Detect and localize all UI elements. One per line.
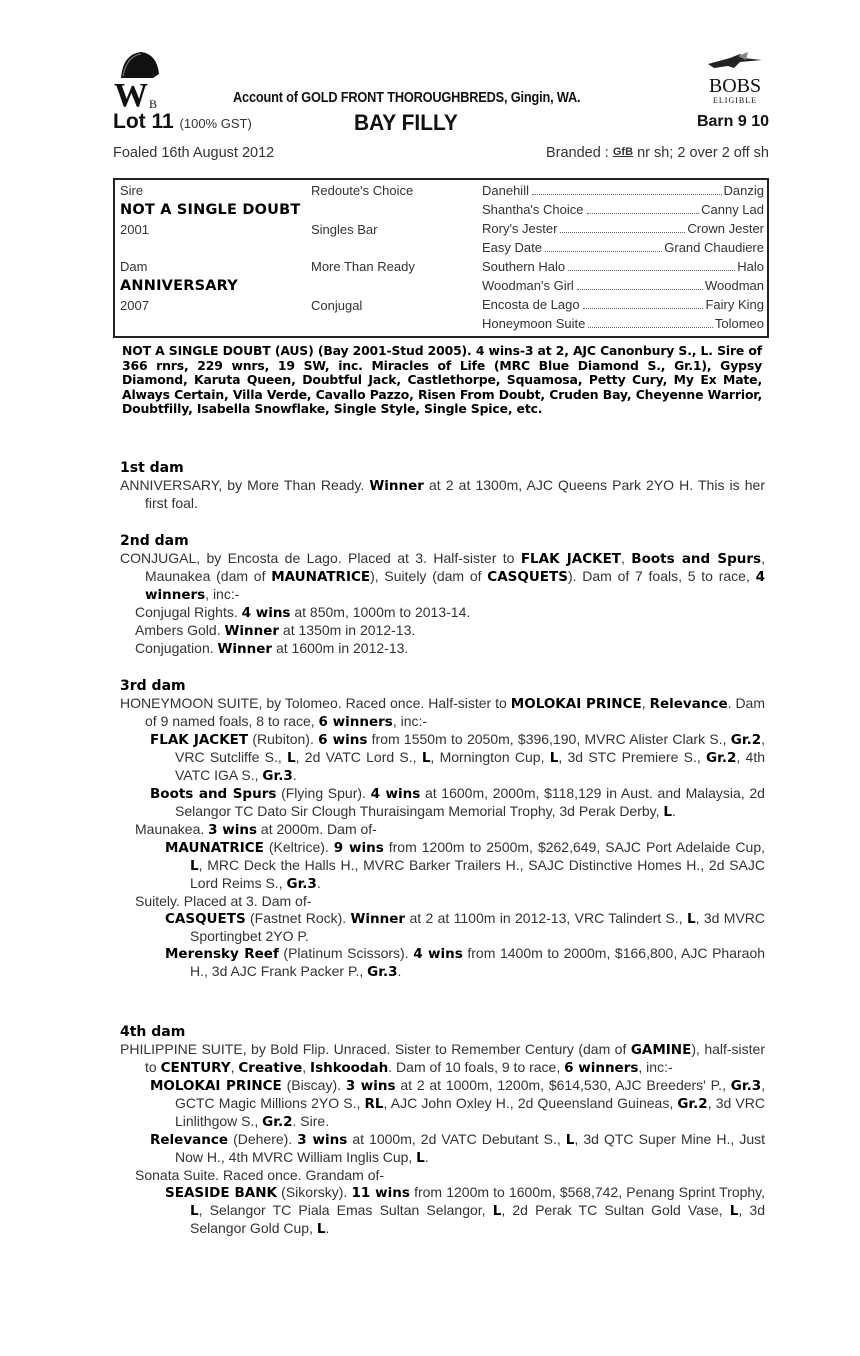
dam-paragraph <box>120 640 765 658</box>
text: , inc:- <box>392 713 428 729</box>
svg-text:ELIGIBLE: ELIGIBLE <box>713 96 757 105</box>
text: (Flying Spur). <box>276 785 371 801</box>
bold-text: CASQUETS <box>487 569 568 585</box>
sire-sire: Redoute's Choice <box>311 183 414 198</box>
bold-text: L <box>549 750 559 766</box>
bold-text: MAUNATRICE <box>271 569 371 585</box>
gp-right: Canny Lad <box>701 202 764 217</box>
text: (Fastnet Rock). <box>245 910 351 926</box>
horse-title: BAY FILLY <box>354 110 458 135</box>
bold-text: Relevance <box>649 696 728 712</box>
sire-summary: NOT A SINGLE DOUBT (AUS) (Bay 2001-Stud 2005). 4 wins-3 at 2, AJC Canonbury S., L. Sire of 366 rnrs, 229 wnrs, 19 SW, inc. Miracles of Life (MRC Blue Diamond S., Gr.1), Gypsy Diamond, Karuta Queen, Doubtful Jack, Castlethorpe, Squamosa, Petty Cury, My Ex Mate, Always Certain, Villa Verde, Cavallo Pazzo, Risen From Doubt, Cruden Bay, Cheyenne Warrior, Doubtfilly, Isabella Snowflake, Single Style, Single Spice, etc. <box>122 343 762 417</box>
gp-left: Southern Halo <box>482 259 566 274</box>
text: CONJUGAL, by Encosta de Lago. Placed at 3. Half-sister to <box>120 550 521 566</box>
bold-text: Boots and Spurs <box>631 551 762 567</box>
bold-text: Merensky Reef <box>165 946 279 962</box>
text: , inc:- <box>638 1059 673 1075</box>
dam-paragraph <box>120 1041 765 1077</box>
sire-name: NOT A SINGLE DOUBT <box>120 202 301 218</box>
bold-text: Winner <box>224 623 280 639</box>
gp-left: Easy Date <box>482 240 542 255</box>
grandparent-row <box>482 296 764 314</box>
text: ), Suitely (dam of <box>370 568 488 584</box>
leader-dots <box>560 232 685 233</box>
gp-left: Danehill <box>482 183 529 198</box>
grandparent-row <box>482 277 764 295</box>
gp-right: Fairy King <box>705 297 764 312</box>
text: at 1600m in 2012-13. <box>272 640 409 656</box>
grandparent-row <box>482 315 764 333</box>
dam-heading: 3rd dam <box>120 678 186 694</box>
bold-text: 4 winners <box>145 569 766 603</box>
bold-text: Gr.2 <box>677 1096 708 1112</box>
dam-paragraph <box>120 821 765 839</box>
text: , inc:- <box>205 586 240 602</box>
text: ). Dam of 7 foals, 5 to race, <box>567 568 756 584</box>
text: Suitely. Placed at 3. Dam of- <box>135 893 312 909</box>
sire-label: Sire <box>120 183 144 198</box>
dam-heading: 4th dam <box>120 1024 186 1040</box>
bold-text: 4 wins <box>413 946 463 962</box>
text: from 1200m to 2500m, $262,649, SAJC Port Adelaide Cup, <box>383 839 765 855</box>
gp-right: Halo <box>737 259 764 274</box>
foaled-date: Foaled 16th August 2012 <box>113 145 275 161</box>
bold-text: MOLOKAI PRINCE <box>150 1078 282 1094</box>
bold-text: L <box>287 750 296 766</box>
text: (Rubiton). <box>248 731 319 747</box>
gp-left: Woodman's Girl <box>482 278 574 293</box>
lot-label: Lot 11 <box>113 110 174 133</box>
bold-text: L <box>316 1221 326 1237</box>
leader-dots <box>577 289 703 290</box>
text: Maunakea. <box>135 821 209 837</box>
text: . <box>424 1149 429 1165</box>
gp-right: Danzig <box>723 183 764 198</box>
dam-paragraph <box>120 785 765 821</box>
bold-text: L <box>663 804 673 820</box>
text: , 4th VATC IGA S., <box>175 749 765 783</box>
svg-text:B: B <box>149 97 158 110</box>
text: , 3d VRC Linlithgow S., <box>175 1095 765 1129</box>
leader-dots <box>588 327 713 328</box>
text: . <box>316 875 321 891</box>
bold-text: 11 wins <box>351 1185 410 1201</box>
bold-text: L <box>421 750 431 766</box>
dam-label: Dam <box>120 259 148 274</box>
text: (Keltrice). <box>263 839 334 855</box>
dam-sire: More Than Ready <box>311 259 415 274</box>
dam-paragraph <box>120 695 765 731</box>
bold-text: 3 wins <box>208 822 258 838</box>
dam-paragraph <box>120 1184 765 1238</box>
grandparent-row <box>482 220 764 238</box>
bold-text: 4 wins <box>241 605 291 621</box>
grandparent-row <box>482 239 764 257</box>
text: , <box>302 1059 311 1075</box>
svg-text:W: W <box>114 77 148 110</box>
dam-section-1 <box>120 459 765 512</box>
text: Ambers Gold. <box>135 622 225 638</box>
text: from 1400m to 2000m, $166,800, AJC Pharaoh H., 3d AJC Frank Packer P., <box>190 945 766 979</box>
text: (Dehere). <box>228 1131 298 1147</box>
bold-text: 6 winners <box>318 714 393 730</box>
gp-right: Tolomeo <box>714 316 764 331</box>
bold-text: L <box>492 1203 502 1219</box>
text: , <box>621 550 632 566</box>
dam-paragraph <box>120 1077 765 1131</box>
text: , 2d Perak TC Sultan Gold Vase, <box>501 1202 730 1218</box>
dam-paragraph <box>120 477 765 512</box>
text: at 2000m. Dam of- <box>257 821 377 837</box>
branded-detail: nr sh; 2 over 2 off sh <box>637 145 769 161</box>
bold-text: Ishkoodah <box>310 1060 389 1076</box>
dam-paragraph <box>120 622 765 640</box>
bold-text: MAUNATRICE <box>165 840 264 856</box>
dam-section-4 <box>120 1023 765 1238</box>
gp-right: Grand Chaudiere <box>664 240 764 255</box>
text: , 3d QTC Super Mine H., Just Now H., 4th MVRC William Inglis Cup, <box>175 1131 766 1165</box>
leader-dots <box>545 251 662 252</box>
bold-text: RL <box>364 1096 384 1112</box>
text: , 2d VATC Lord S., <box>295 749 422 765</box>
bold-text: Gr.3 <box>730 1078 762 1094</box>
text: from 1550m to 2050m, $396,190, MVRC Alister Clark S., <box>367 731 731 747</box>
text: ), half-sister to <box>145 1041 766 1075</box>
dam-paragraph <box>120 1167 765 1184</box>
text: at 850m, 1000m to 2013-14. <box>290 604 471 620</box>
bold-text: Relevance <box>150 1132 229 1148</box>
text: at 1350m in 2012-13. <box>279 622 416 638</box>
bold-text: Gr.2 <box>706 750 737 766</box>
text: . Dam of 9 named foals, 8 to race, <box>145 695 766 729</box>
dam-heading: 1st dam <box>120 460 184 476</box>
bold-text: Boots and Spurs <box>150 786 277 802</box>
bold-text: 3 wins <box>297 1132 348 1148</box>
dam-paragraph <box>120 550 765 604</box>
bold-text: L <box>565 1132 575 1148</box>
bold-text: 4 wins <box>370 786 421 802</box>
bold-text: FLAK JACKET <box>150 732 249 748</box>
bold-text: 6 wins <box>318 732 368 748</box>
bold-text: Gr.2 <box>262 1114 293 1130</box>
grandparent-row <box>482 258 764 276</box>
text: at 2 at 1000m, 1200m, $614,530, AJC Breeders' P., <box>395 1077 731 1093</box>
gp-left: Rory's Jester <box>482 221 558 236</box>
bold-text: 9 wins <box>333 840 384 856</box>
text: PHILIPPINE SUITE, by Bold Flip. Unraced. Sister to Remember Century (dam of <box>120 1041 631 1057</box>
text: at 1000m, 2d VATC Debutant S., <box>347 1131 566 1147</box>
bold-text: 3 wins <box>345 1078 396 1094</box>
vendor-account: Account of GOLD FRONT THOROUGHBREDS, Gingin, WA. <box>233 90 581 106</box>
text: , 3d STC Premiere S., <box>558 749 707 765</box>
text: HONEYMOON SUITE, by Tolomeo. Raced once. Half-sister to <box>120 695 511 711</box>
dam-section-3 <box>120 677 765 981</box>
brand-mark-icon: GfB <box>612 146 634 158</box>
dam-paragraph <box>120 910 765 945</box>
sire-dam: Singles Bar <box>311 222 378 237</box>
bold-text: Creative <box>238 1060 303 1076</box>
gp-left: Encosta de Lago <box>482 297 580 312</box>
text: . Sire. <box>292 1113 330 1129</box>
branded-info <box>546 145 769 161</box>
text: , Mornington Cup, <box>430 749 550 765</box>
text: , 3d Selangor Gold Cup, <box>190 1202 766 1236</box>
text: (Biscay). <box>281 1077 346 1093</box>
text: , <box>641 695 650 711</box>
text: at 2 at 1300m, AJC Queens Park 2YO H. This is her first foal. <box>145 477 765 511</box>
bold-text: L <box>190 858 199 874</box>
bold-text: FLAK JACKET <box>520 551 622 567</box>
text: . <box>397 963 402 979</box>
leader-dots <box>532 194 722 195</box>
gp-left: Honeymoon Suite <box>482 316 586 331</box>
text: at 2 at 1100m in 2012-13, VRC Talindert S., <box>405 910 688 926</box>
dam-paragraph <box>120 839 765 893</box>
dam-year: 2007 <box>120 298 149 313</box>
text: Conjugation. <box>135 640 218 656</box>
text: at 1600m, 2000m, $118,129 in Aust. and Malaysia, 2d Selangor TC Dato Sir Clough Thuraisingam Memorial Trophy, 3d Perak Derby, <box>175 785 765 819</box>
grandparent-row <box>482 182 764 200</box>
text: , Maunakea (dam of <box>145 550 765 584</box>
text: . <box>672 803 676 819</box>
bold-text: Gr.2 <box>730 732 762 748</box>
gp-right: Woodman <box>704 278 764 293</box>
text: Sonata Suite. Raced once. Grandam of- <box>135 1167 385 1183</box>
text: , <box>230 1059 239 1075</box>
leader-dots <box>587 213 700 214</box>
text: ANNIVERSARY, by More Than Ready. <box>120 477 370 493</box>
bold-text: Gr.3 <box>262 768 293 784</box>
bold-text: Winner <box>369 478 424 494</box>
bold-text: 6 winners <box>564 1060 639 1076</box>
text: , MRC Deck the Halls H., MVRC Barker Trailers H., SAJC Distinctive Homes H., 2d SAJC Lord Reims S., <box>190 857 765 891</box>
text: , GCTC Magic Millions 2YO S., <box>175 1077 765 1111</box>
text: . <box>292 767 297 783</box>
bold-text: CENTURY <box>160 1060 231 1076</box>
bold-text: L <box>687 911 696 927</box>
bold-text: Gr.3 <box>367 964 398 980</box>
branded-label: Branded : <box>545 145 609 161</box>
barn-number: Barn 9 10 <box>696 113 769 130</box>
text: (Sikorsky). <box>277 1184 352 1200</box>
bold-text: Gr.3 <box>286 876 317 892</box>
text: , VRC Sutcliffe S., <box>175 731 765 765</box>
dam-paragraph <box>120 604 765 622</box>
bold-text: GAMINE <box>630 1042 692 1058</box>
bobs-eligible-logo <box>700 50 770 105</box>
dam-paragraph <box>120 893 765 910</box>
sire-year: 2001 <box>120 222 149 237</box>
text: , AJC John Oxley H., 2d Queensland Guineas, <box>383 1095 678 1111</box>
bold-text: SEASIDE BANK <box>165 1185 278 1201</box>
pedigree-table <box>113 178 769 338</box>
text: (Platinum Scissors). <box>278 945 414 961</box>
lot-header <box>113 110 769 140</box>
bold-text: Winner <box>217 641 273 657</box>
text: . <box>325 1220 330 1236</box>
leader-dots <box>568 270 735 271</box>
dam-paragraph <box>120 731 765 785</box>
dam-paragraph <box>120 945 765 981</box>
bold-text: MOLOKAI PRINCE <box>510 696 642 712</box>
text: . Dam of 10 foals, 9 to race, <box>388 1059 565 1075</box>
gp-left: Shantha's Choice <box>482 202 584 217</box>
bold-text: CASQUETS <box>165 911 246 927</box>
text: Conjugal Rights. <box>135 604 242 620</box>
lot-number <box>113 110 252 134</box>
bold-text: L <box>190 1203 199 1219</box>
gst-note: (100% GST) <box>179 116 252 131</box>
dam-dam: Conjugal <box>311 298 363 313</box>
bold-text: L <box>416 1150 425 1166</box>
text: , Selangor TC Piala Emas Sultan Selangor, <box>198 1202 493 1218</box>
dam-heading: 2nd dam <box>120 533 189 549</box>
dam-paragraph <box>120 1131 765 1167</box>
grandparent-row <box>482 201 764 219</box>
leader-dots <box>583 308 704 309</box>
bold-text: L <box>729 1203 739 1219</box>
dam-section-2 <box>120 532 765 658</box>
bold-text: Winner <box>350 911 406 927</box>
svg-text:BOBS: BOBS <box>708 75 762 97</box>
text: from 1200m to 1600m, $568,742, Penang Sprint Trophy, <box>409 1184 766 1200</box>
dam-name: ANNIVERSARY <box>120 278 238 294</box>
wb-logo <box>113 48 165 110</box>
text: , 3d MVRC Sportingbet 2YO P. <box>190 910 766 944</box>
gp-right: Crown Jester <box>687 221 764 236</box>
